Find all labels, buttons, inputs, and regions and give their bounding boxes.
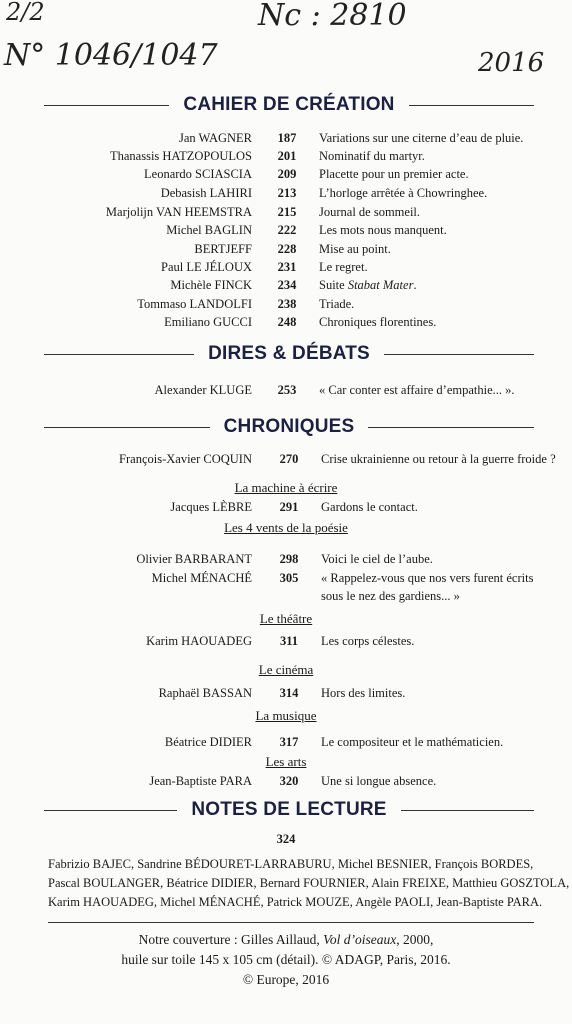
toc-page: 248 — [277, 315, 297, 329]
toc-page: 215 — [277, 205, 297, 219]
toc-author: Jan WAGNER — [178, 131, 252, 145]
toc-author: Jean-Baptiste PARA — [149, 774, 252, 788]
section-rule-left — [44, 354, 194, 355]
toc-entry[interactable] — [0, 772, 572, 790]
toc-author: Emiliano GUCCI — [164, 315, 252, 329]
toc-page: 311 — [279, 634, 299, 648]
contributors-line: Fabrizio BAJEC, Sandrine BÉDOURET-LARRABURU, Michel BESNIER, François BORDES, — [48, 857, 534, 871]
toc-title-prefix: Suite — [319, 278, 348, 292]
toc-page: 317 — [279, 735, 299, 749]
section-title: CHRONIQUES — [223, 416, 355, 437]
toc-page: 213 — [277, 186, 297, 200]
toc-entry[interactable] — [0, 450, 572, 468]
toc-title: Chroniques florentines. — [319, 315, 437, 329]
handwritten-year: 2016 — [478, 48, 545, 78]
toc-page: 305 — [279, 571, 299, 585]
toc-page: 201 — [277, 149, 297, 163]
toc-page: 187 — [277, 131, 297, 145]
toc-page: 253 — [277, 383, 297, 397]
section-rule-right — [401, 810, 534, 811]
toc-page: 238 — [277, 297, 297, 311]
notes-page-number: 324 — [276, 832, 296, 846]
toc-page: 298 — [279, 552, 299, 566]
toc-author: Jacques LÈBRE — [170, 500, 252, 514]
toc-entry[interactable] — [0, 258, 572, 276]
toc-page: 209 — [277, 167, 297, 181]
cover-work-title: Vol d’oiseaux — [323, 932, 397, 947]
notes-contributors — [48, 855, 570, 912]
section-notes-de-lecture — [44, 797, 534, 823]
toc-author: François-Xavier COQUIN — [119, 452, 252, 466]
toc-page: 291 — [279, 500, 299, 514]
toc-title: « Car conter est affaire d’empathie... ». — [319, 383, 515, 397]
toc-title: Une si longue absence. — [321, 774, 437, 788]
toc-entry[interactable] — [0, 498, 572, 516]
copyright-line: © Europe, 2016 — [242, 972, 330, 987]
toc-entry[interactable] — [0, 276, 572, 294]
toc-author: Michèle FINCK — [170, 278, 252, 292]
section-title: DIRES & DÉBATS — [208, 343, 370, 364]
toc-title: Hors des limites. — [321, 686, 406, 700]
toc-title — [319, 276, 417, 294]
section-rule-left — [44, 105, 169, 106]
toc-title: Placette pour un premier acte. — [319, 167, 469, 181]
section-rule-left — [44, 810, 177, 811]
toc-author: Olivier BARBARANT — [136, 552, 252, 566]
section-rule-right — [384, 354, 534, 355]
cover-prefix: Notre couverture : Gilles Aillaud, — [138, 932, 324, 947]
toc-page: 270 — [279, 452, 299, 466]
contributors-line: Pascal BOULANGER, Béatrice DIDIER, Bernard FOURNIER, Alain FREIXE, Matthieu GOSZTOLA, — [48, 876, 570, 890]
section-title: NOTES DE LECTURE — [191, 799, 387, 820]
toc-title-italic: Stabat Mater — [347, 278, 414, 292]
toc-page: 314 — [279, 686, 299, 700]
footer-divider — [48, 922, 534, 923]
handwritten-corner-note: 2/2 — [6, 0, 45, 26]
section-rule-left — [44, 427, 210, 428]
toc-title: L’horloge arrêtée à Chowringhee. — [319, 186, 488, 200]
toc-author: Karim HAOUADEG — [146, 634, 252, 648]
toc-page: 231 — [277, 260, 297, 274]
toc-entry[interactable] — [0, 165, 572, 183]
toc-entry[interactable] — [0, 240, 572, 258]
toc-title: « Rappelez-vous que nos vers furent écrits — [321, 571, 534, 585]
cover-suffix: , 2000, — [396, 932, 434, 947]
toc-entry[interactable] — [0, 550, 572, 568]
subsection-heading: La musique — [255, 708, 317, 723]
section-cahier-de-creation — [44, 92, 534, 118]
subsection-heading: Le théâtre — [259, 611, 313, 626]
toc-page: 320 — [279, 774, 299, 788]
cover-credit — [0, 930, 572, 990]
section-chroniques — [44, 414, 534, 440]
toc-entry[interactable] — [0, 295, 572, 313]
toc-entry[interactable] — [0, 221, 572, 239]
subsection-heading: Le cinéma — [258, 662, 314, 677]
toc-entry[interactable] — [0, 129, 572, 147]
toc-title: Les mots nous manquent. — [319, 223, 447, 237]
toc-title: Gardons le contact. — [321, 500, 418, 514]
toc-entry[interactable] — [0, 733, 572, 751]
toc-page: 228 — [277, 242, 297, 256]
toc-page: 222 — [277, 223, 297, 237]
toc-author: Raphaël BASSAN — [158, 686, 252, 700]
toc-title: Mise au point. — [319, 242, 391, 256]
toc-title: Voici le ciel de l’aube. — [321, 552, 433, 566]
cover-credit-line2: huile sur toile 145 x 105 cm (détail). © ADAGP, Paris, 2016. — [121, 952, 451, 967]
toc-title: Triade. — [319, 297, 355, 311]
section-title: CAHIER DE CRÉATION — [183, 94, 395, 115]
section-rule-right — [368, 427, 534, 428]
toc-title-suffix: . — [413, 278, 417, 292]
toc-title: Variations sur une citerne d’eau de pluie. — [319, 131, 524, 145]
section-dires-et-debats — [44, 341, 534, 367]
toc-title-continued: sous le nez des gardiens... » — [321, 589, 460, 603]
toc-author: Michel BAGLIN — [166, 223, 252, 237]
toc-entry[interactable] — [0, 147, 572, 165]
toc-title: Les corps célestes. — [321, 634, 415, 648]
section-rule-right — [409, 105, 534, 106]
toc-author: Debasish LAHIRI — [160, 186, 252, 200]
toc-author: Alexander KLUGE — [154, 383, 252, 397]
toc-author: Michel MÉNACHÉ — [151, 571, 252, 585]
subsection-heading: Les 4 vents de la poésie — [224, 520, 348, 535]
toc-title: Le compositeur et le mathématicien. — [321, 735, 504, 749]
toc-entry[interactable] — [0, 381, 572, 399]
toc-author: Marjolijn VAN HEEMSTRA — [105, 205, 252, 219]
toc-author: BERTJEFF — [194, 242, 252, 256]
handwritten-nc-number: Nc : 2810 — [258, 0, 407, 33]
toc-entry[interactable] — [0, 313, 572, 331]
subsection-heading: La machine à écrire — [234, 480, 338, 495]
toc-entry[interactable] — [0, 569, 572, 603]
toc-title: Crise ukrainienne ou retour à la guerre froide ? — [321, 452, 556, 466]
toc-entry[interactable] — [0, 203, 572, 221]
toc-author: Paul LE JÉLOUX — [161, 260, 252, 274]
toc-entry[interactable] — [0, 184, 572, 202]
handwritten-issue-number: N° 1046/1047 — [4, 38, 218, 73]
toc-title: Nominatif du martyr. — [319, 149, 425, 163]
toc-title: Journal de sommeil. — [319, 205, 421, 219]
toc-author: Leonardo SCIASCIA — [144, 167, 252, 181]
toc-author: Tommaso LANDOLFI — [137, 297, 252, 311]
toc-title: Le regret. — [319, 260, 368, 274]
toc-author: Béatrice DIDIER — [164, 735, 252, 749]
toc-entry[interactable] — [0, 684, 572, 702]
contributors-line: Karim HAOUADEG, Michel MÉNACHÉ, Patrick MOUZE, Angèle PAOLI, Jean-Baptiste PARA. — [48, 895, 543, 909]
toc-entry[interactable] — [0, 632, 572, 650]
toc-page: 234 — [277, 278, 297, 292]
toc-author: Thanassis HATZOPOULOS — [109, 149, 252, 163]
subsection-heading: Les arts — [265, 754, 307, 769]
cover-credit-line1 — [0, 930, 572, 950]
